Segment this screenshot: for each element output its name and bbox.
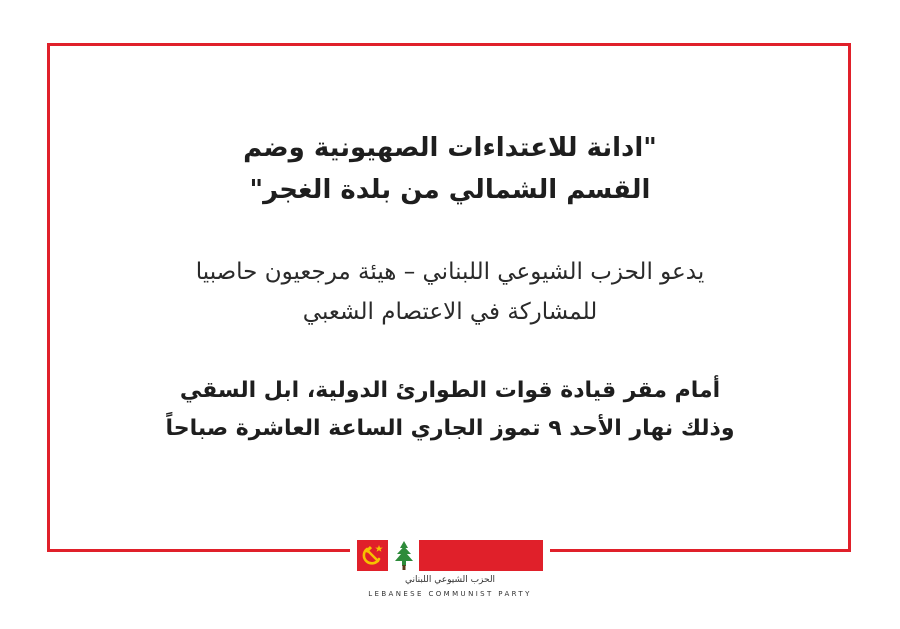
invitation-line-1: يدعو الحزب الشيوعي اللبناني – هيئة مرجعيون حاصبيا <box>195 259 705 285</box>
flag-red-right <box>419 540 543 571</box>
party-logo <box>357 540 543 604</box>
venue-line-1: أمام مقر قيادة قوات الطوارئ الدولية، ابل السقي <box>179 378 721 403</box>
hammer-sickle-icon <box>357 540 388 571</box>
venue-line-2: وذلك نهار الأحد ٩ تموز الجاري الساعة العاشرة صباحاً <box>165 416 735 441</box>
flag-red-left <box>357 540 388 571</box>
venue-text <box>100 372 800 448</box>
poster-title <box>100 127 800 211</box>
title-line-2: القسم الشمالي من بلدة الغجر" <box>249 175 651 205</box>
cedar-icon <box>392 540 416 571</box>
invitation-text <box>100 252 800 332</box>
logo-arabic-name: الحزب الشيوعي اللبناني <box>404 575 496 585</box>
title-line-1: "ادانة للاعتداءات الصهيونية وضم <box>243 133 657 163</box>
logo-english-name: LEBANESE COMMUNIST PARTY <box>368 590 532 598</box>
invitation-line-2: للمشاركة في الاعتصام الشعبي <box>302 299 598 325</box>
